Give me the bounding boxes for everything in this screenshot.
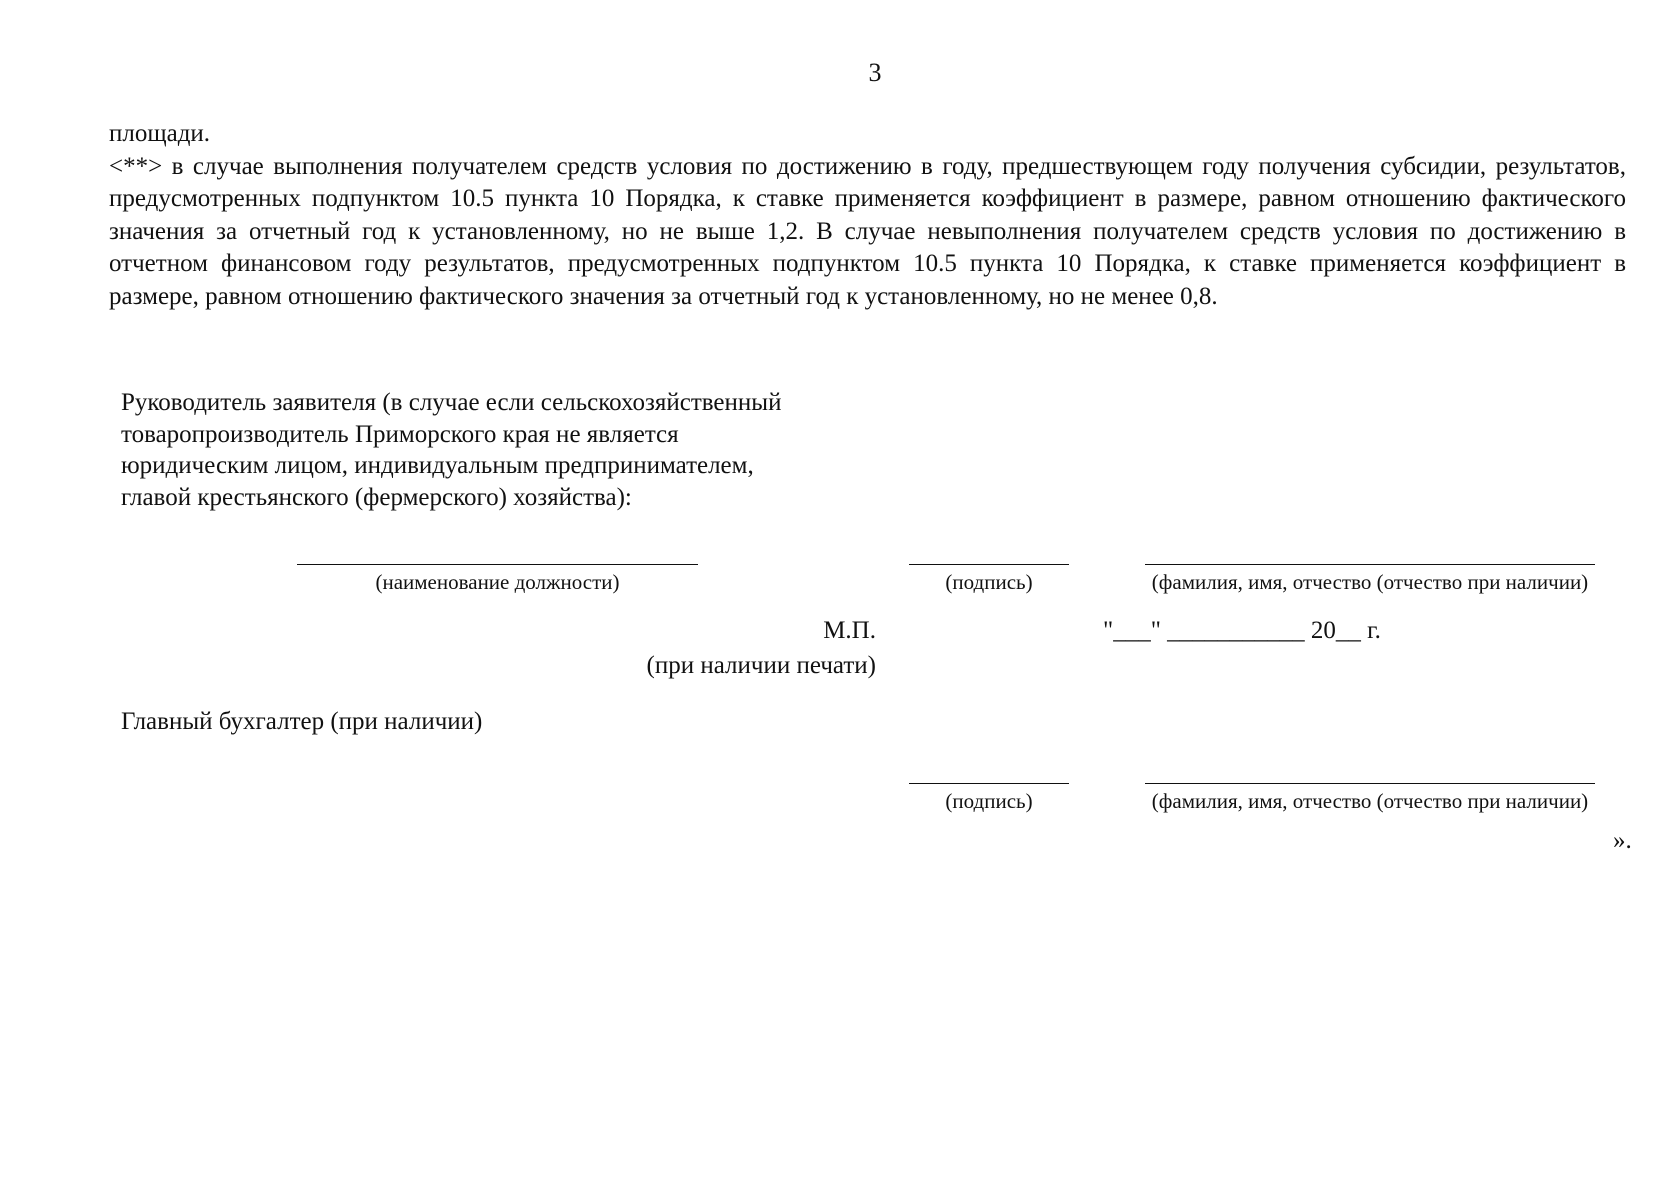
chief-accountant-label: Главный бухгалтер (при наличии) — [121, 708, 483, 735]
footnote-paragraph: <**> в случае выполнения получателем средств условия по достижению в году, предшествующем году получения субсидии, результатов, предусмотренных подпунктом 10.5 пункта 10 Порядка, к ставке применяется коэффициент в размере, равном отношению фактического значения за отчетный год к установленному, но не выше 1,2. В случае невыполнения получателем средств условия по достижению в отчетном финансовом году результатов, предусмотренных подпунктом 10.5 пункта 10 Порядка, к ставке применяется коэффициент в размере, равном отношению фактического значения за отчетный год к установленному, но не менее 0,8. — [109, 152, 1626, 310]
signature-line — [909, 564, 1069, 565]
date-line: "___" ___________ 20__ г. — [1103, 617, 1381, 644]
stamp-label: М.П. — [823, 617, 876, 644]
accountant-signature-line — [909, 783, 1069, 784]
name-caption: (фамилия, имя, отчество (отчество при наличии) — [1151, 570, 1589, 594]
accountant-signature-caption: (подпись) — [945, 789, 1033, 813]
stamp-note: (при наличии печати) — [646, 652, 876, 679]
name-line — [1145, 564, 1595, 565]
head-signatory-line: товаропроизводитель Приморского края не является — [121, 420, 679, 448]
head-signatory-block — [121, 387, 781, 513]
head-signatory-line: юридическим лицом, индивидуальным предпринимателем, — [121, 452, 754, 479]
head-signatory-line: Руководитель заявителя (в случае если сельскохозяйственный — [121, 389, 782, 416]
paragraph-continuation: площади. — [109, 120, 211, 147]
accountant-name-caption: (фамилия, имя, отчество (отчество при наличии) — [1151, 789, 1589, 813]
body-text — [109, 118, 1626, 313]
page-number: 3 — [868, 58, 882, 87]
closing-mark: ». — [1613, 827, 1632, 854]
signature-caption: (подпись) — [945, 570, 1033, 594]
head-signatory-line: главой крестьянского (фермерского) хозяйства): — [121, 483, 632, 511]
position-line — [297, 564, 698, 565]
accountant-name-line — [1145, 783, 1595, 784]
position-caption: (наименование должности) — [375, 570, 620, 594]
